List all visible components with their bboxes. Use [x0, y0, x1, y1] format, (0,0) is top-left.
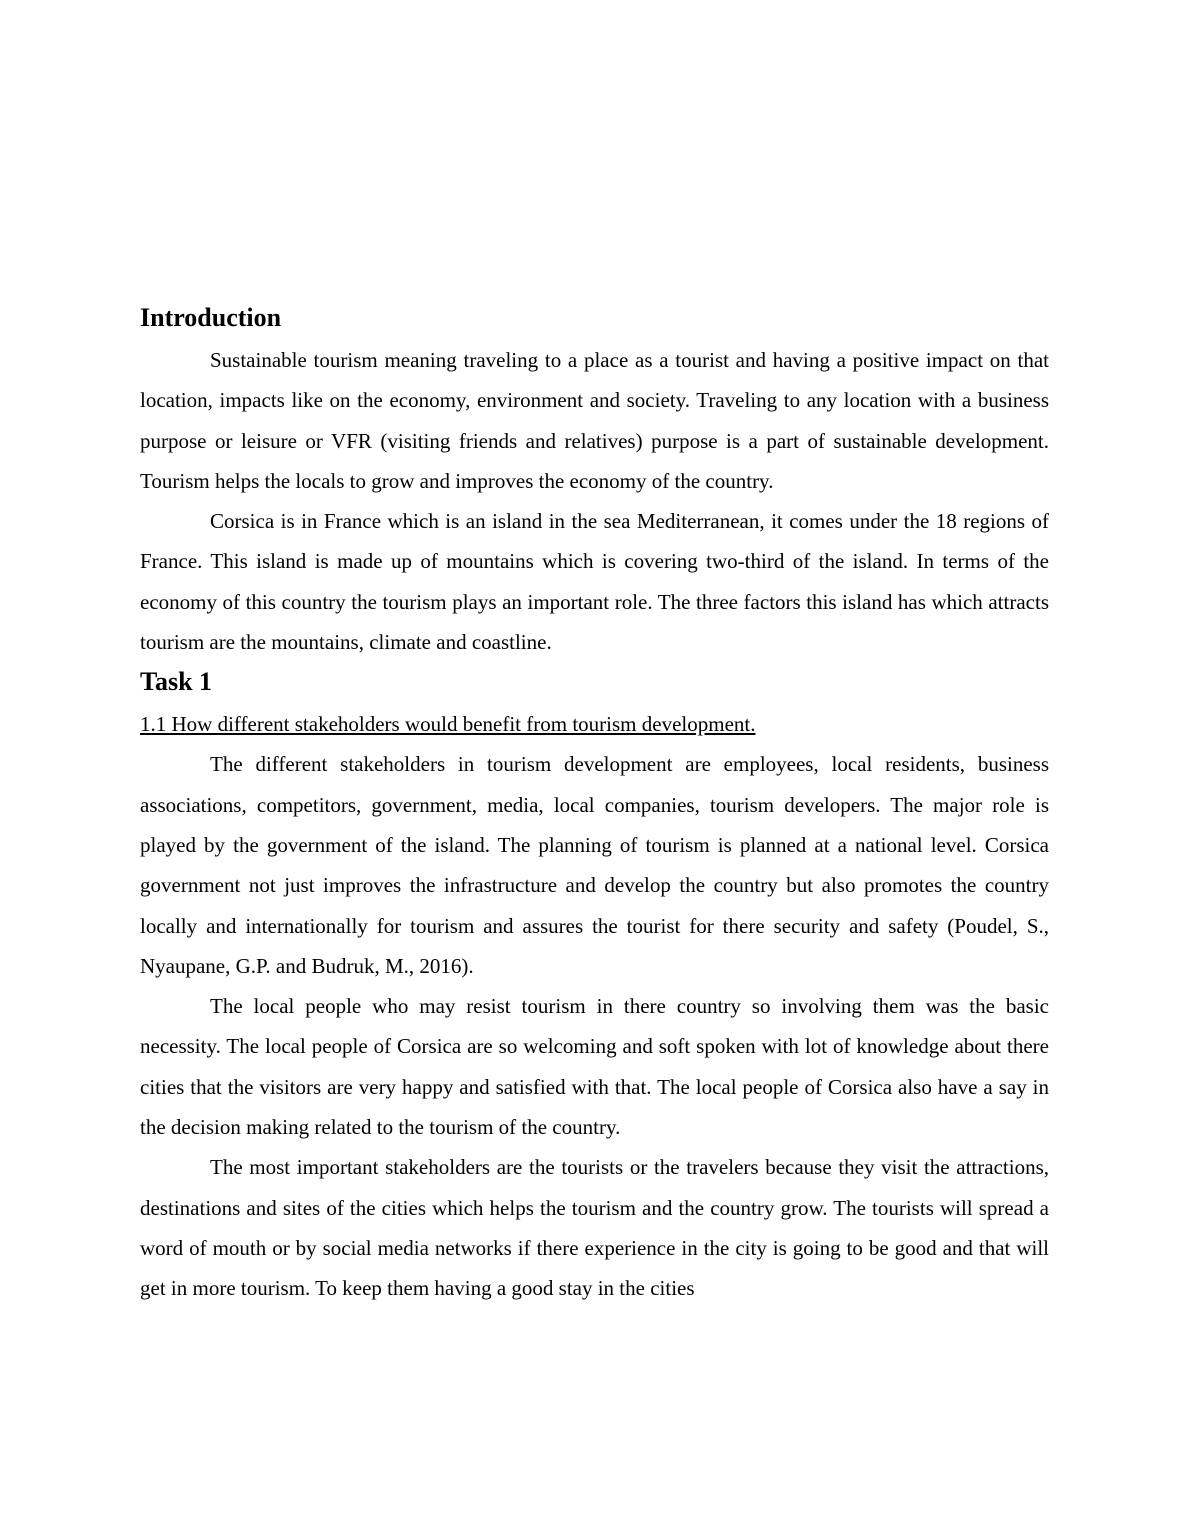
task1-heading: Task 1 — [140, 667, 213, 697]
task1-paragraph-2: The local people who may resist tourism in there country so involving them was the basic necessity. The local people of Corsica are so welcoming and soft spoken with lot of knowledge about there cities that the visitors are very happy and satisfied with that. The local people of Corsica also have a say in the decision making related to the tourism of the country. — [140, 994, 1049, 1140]
task1-subheading: 1.1 How different stakeholders would benefit from tourism development. — [140, 712, 756, 737]
document-page — [140, 298, 1049, 1309]
introduction-paragraph-2: Corsica is in France which is an island in the sea Mediterranean, it comes under the 18 regions of France. This island is made up of mountains which is covering two-third of the island. In terms of the economy of this country the tourism plays an important role. The three factors this island has which attracts tourism are the mountains, climate and coastline. — [140, 509, 1049, 655]
task1-paragraph-3: The most important stakeholders are the tourists or the travelers because they visit the attractions, destinations and sites of the cities which helps the tourism and the country grow. The tourists will spread a word of mouth or by social media networks if there experience in the city is going to be good and that will get in more tourism. To keep them having a good stay in the cities — [140, 1155, 1049, 1301]
introduction-paragraph-1: Sustainable tourism meaning traveling to a place as a tourist and having a positive impact on that location, impacts like on the economy, environment and society. Traveling to any location with a business purpose or leisure or VFR (visiting friends and relatives) purpose is a part of sustainable development. Tourism helps the locals to grow and improves the economy of the country. — [140, 348, 1049, 493]
introduction-heading: Introduction — [140, 303, 282, 332]
task1-paragraph-1: The different stakeholders in tourism development are employees, local residents, business associations, competitors, government, media, local companies, tourism developers. The major role is played by the government of the island. The planning of tourism is planned at a national level. Corsica government not just improves the infrastructure and develop the country but also promotes the country locally and internationally for tourism and assures the tourist for there security and safety (Poudel, S., Nyaupane, G.P. and Budruk, M., 2016). — [140, 752, 1049, 978]
